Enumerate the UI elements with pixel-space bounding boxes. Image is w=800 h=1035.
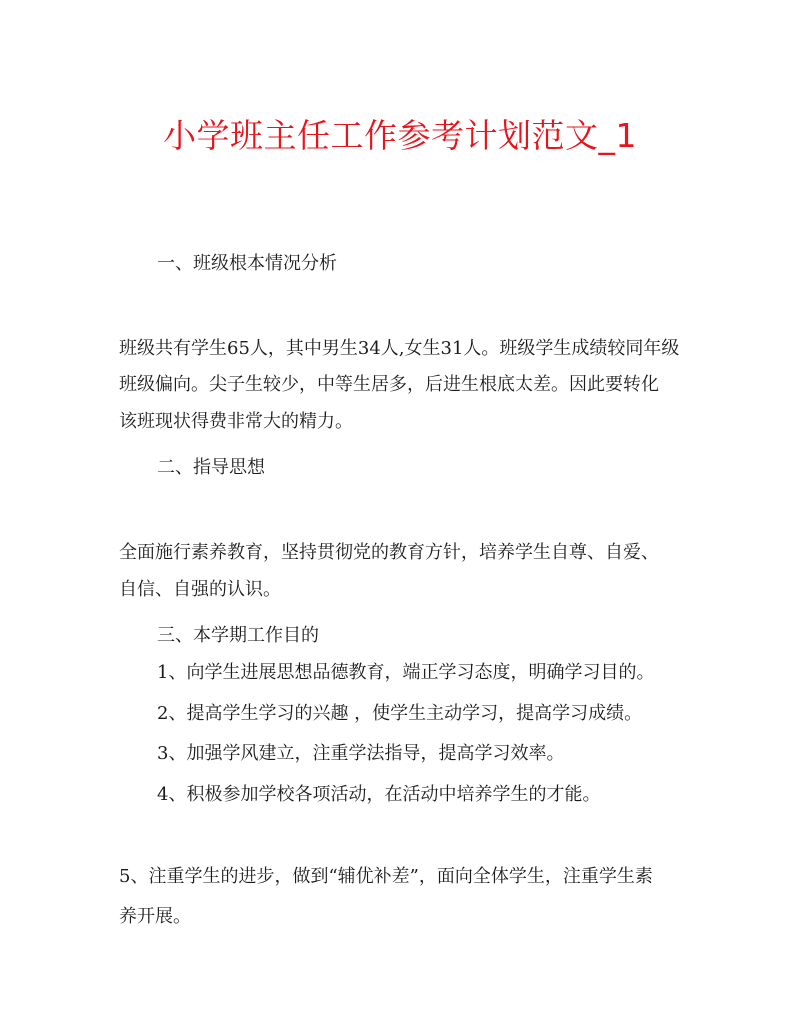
paragraph-line: 班级偏向。尖子生较少，中等生居多，后进生根底太差。因此要转化 (119, 374, 659, 395)
list-item: 2、提高学生学习的兴趣 ，使学生主动学习，提高学习成绩。 (157, 703, 643, 724)
list-item-5-line: 5、注重学生的进步，做到“辅优补差”，面向全体学生，注重学生素 (119, 866, 653, 887)
paragraph-line: 班级共有学生65人，其中男生34人,女生31人。班级学生成绩较同年级 (119, 338, 680, 359)
list-item: 3、加强学风建立，注重学法指导，提高学习效率。 (157, 743, 565, 764)
section-heading-2: 二、指导思想 (157, 457, 265, 478)
list-item: 4、积极参加学校各项活动，在活动中培养学生的才能。 (157, 784, 601, 805)
list-item: 1、向学生进展思想品德教育，端正学习态度，明确学习目的。 (157, 662, 655, 683)
paragraph-line: 自信、自强的认识。 (119, 579, 281, 600)
section-heading-1: 一、班级根本情况分析 (157, 253, 337, 274)
list-item-5-line: 养开展。 (119, 906, 191, 927)
paragraph-line: 该班现状得费非常大的精力。 (119, 411, 353, 432)
paragraph-line: 全面施行素养教育，坚持贯彻党的教育方针，培养学生自尊、自爱、 (119, 542, 659, 563)
document-title: 小学班主任工作参考计划范文_1 (163, 116, 637, 155)
section-heading-3: 三、本学期工作目的 (157, 625, 319, 646)
